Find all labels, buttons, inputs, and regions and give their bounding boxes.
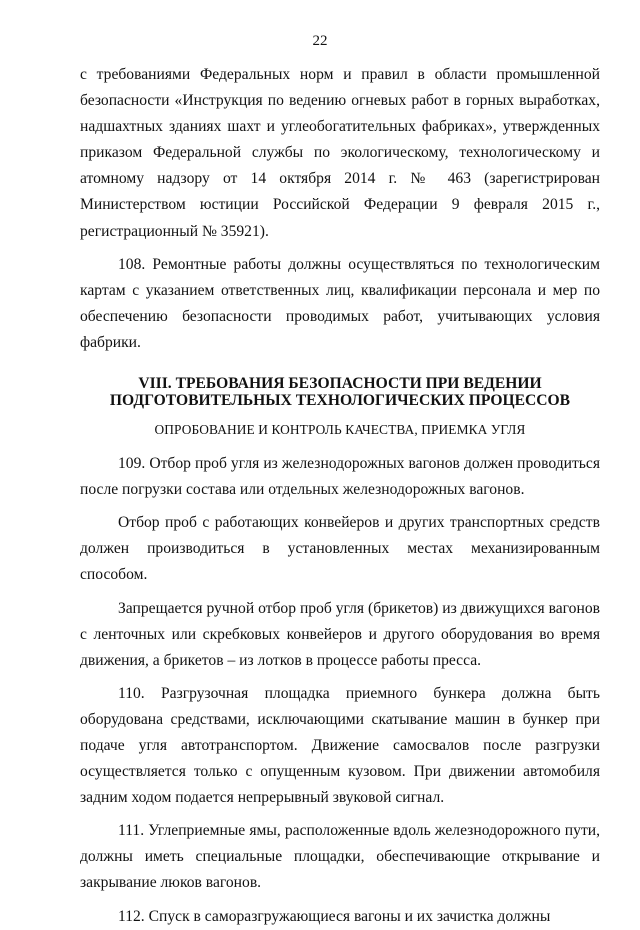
section-subheading: ОПРОБОВАНИЕ И КОНТРОЛЬ КАЧЕСТВА, ПРИЕМКА УГЛЯ xyxy=(154,422,526,438)
paragraph-109: 109. Отбор проб угля из железнодорожных вагонов должен проводиться после погрузки состава или отдельных железнодорожных вагонов. xyxy=(80,455,600,499)
paragraph-continuation: с требованиями Федеральных норм и правил в области промышленной безопасности «Инструкция по ведению огневых работ в горных выработках, надшахтных зданиях шахт и углеобогатительных фабриках», утвержденных приказом Федеральной службы по экологическому, технологическому и атомному надзору от 14 октября 2014 г. № 463 (зарегистрирован Министерством юстиции Российской Федерации 9 февраля 2015 г., регистрационный № 35921). xyxy=(80,66,600,240)
paragraph-110: 110. Разгрузочная площадка приемного бункера должна быть оборудована средствами, исключающими скатывание машин в бункер при подаче угля автотранспортом. Движение самосвалов после разгрузки осуществляется только с опущенным кузовом. При движении автомобиля задним ходом подается непрерывный звуковой сигнал. xyxy=(80,684,600,807)
paragraph-112: 112. Спуск в саморазгружающиеся вагоны и их зачистка должны xyxy=(118,907,551,925)
document-body xyxy=(80,62,600,930)
paragraph-108: 108. Ремонтные работы должны осуществляться по технологическим картам с указанием ответственных лиц, квалификации персонала и мер по обеспечению безопасности проводимых работ, учитывающих условия фабрики. xyxy=(80,255,600,351)
section-heading-line-1: VIII. ТРЕБОВАНИЯ БЕЗОПАСНОСТИ ПРИ ВЕДЕНИИ xyxy=(138,375,542,393)
paragraph-111: 111. Углеприемные ямы, расположенные вдоль железнодорожного пути, должны иметь специальные площадки, обеспечивающие открывание и закрывание люков вагонов. xyxy=(80,822,600,892)
page-number: 22 xyxy=(312,33,328,49)
paragraph-manual-sampling-ban: Запрещается ручной отбор проб угля (брикетов) из движущихся вагонов с ленточных или скребковых конвейеров и другого оборудования во время движения, а брикетов – из лотков в процессе работы пресса. xyxy=(80,599,600,669)
section-heading-line-2: ПОДГОТОВИТЕЛЬНЫХ ТЕХНОЛОГИЧЕСКИХ ПРОЦЕССОВ xyxy=(109,392,571,410)
paragraph-conveyor-sampling: Отбор проб с работающих конвейеров и других транспортных средств должен производиться в установленных местах механизированным способом. xyxy=(80,514,600,584)
